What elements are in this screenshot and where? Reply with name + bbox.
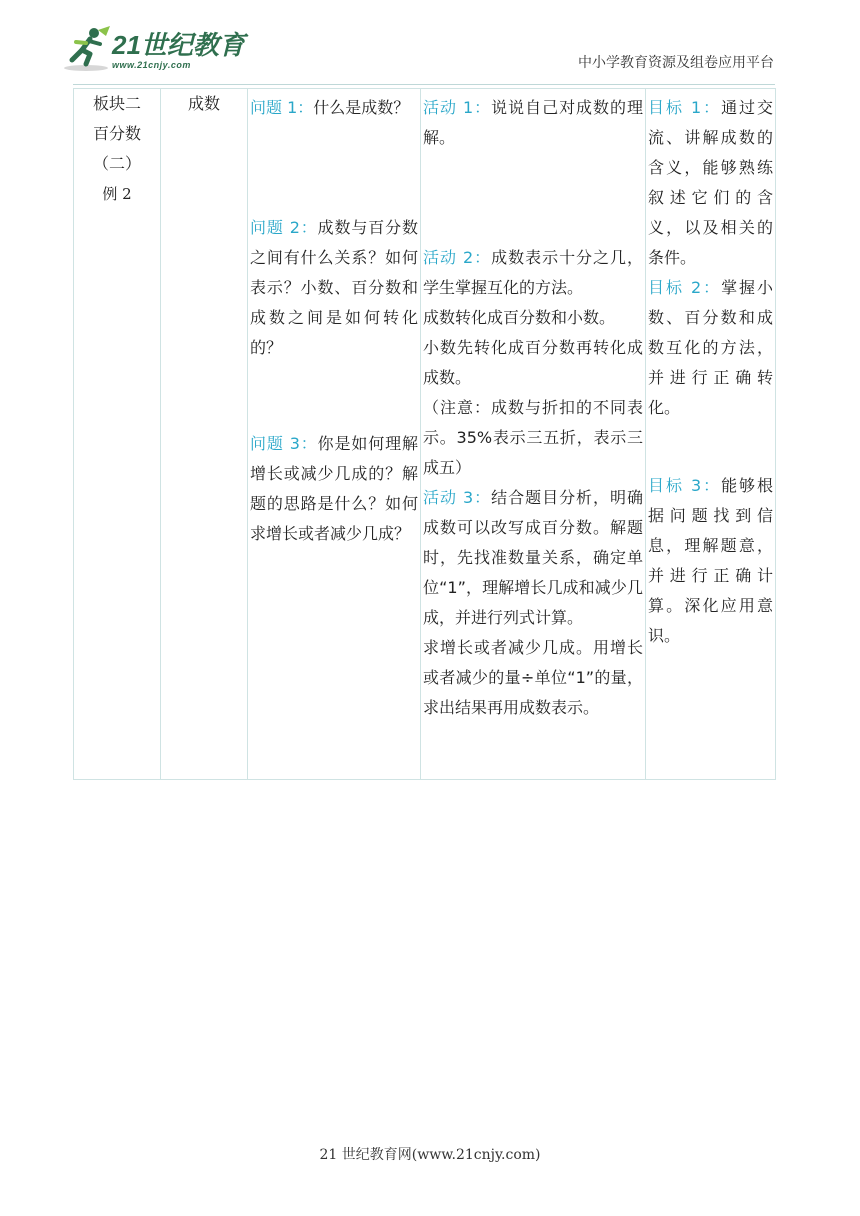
activity-text: 结合题目分析，明确成数可以改写成百分数。解题时，先找准数量关系，确定单位“1”，理解增长几成和减少几成，并进行列式计算。 xyxy=(423,488,643,627)
goal-1 xyxy=(648,93,773,273)
activities-cell xyxy=(421,89,646,780)
question-text: 成数与百分数之间有什么关系？如何表示？小数、百分数和成数之间是如何转化的？ xyxy=(250,218,418,357)
block-cell xyxy=(74,89,161,780)
logo-text: 21世纪教育 xyxy=(112,30,245,60)
activity-line: 求增长或者减少几成。用增长或者减少的量÷单位“1”的量，求出结果再用成数表示。 xyxy=(423,638,643,717)
question-tag: 问题 2： xyxy=(250,218,318,237)
activity-line: 成数转化成百分数和小数。 xyxy=(423,308,616,327)
activity-3 xyxy=(423,483,643,633)
question-1 xyxy=(250,93,418,123)
goal-text: 掌握小数、百分数和成数互化的方法，并进行正确转化。 xyxy=(648,278,773,417)
activity-text: 说说自己对成数的理解。 xyxy=(423,98,643,147)
question-text: 你是如何理解增长或减少几成的？解题的思路是什么？如何求增长或者减少几成？ xyxy=(250,434,418,543)
header-divider xyxy=(73,84,775,85)
logo-url: www.21cnjy.com xyxy=(112,60,191,70)
question-text: 什么是成数？ xyxy=(313,98,410,117)
activity-line: （注意：成数与折扣的不同表示。35%表示三五折，表示三成五） xyxy=(423,398,643,477)
page-footer: 21 世纪教育网(www.21cnjy.com) xyxy=(319,1147,541,1163)
goal-text: 通过交流、讲解成数的含义，能够熟练叙述它们的含义，以及相关的条件。 xyxy=(648,98,773,267)
goal-text: 能够根据问题找到信息，理解题意，并进行正确计算。深化应用意识。 xyxy=(648,476,773,645)
question-tag: 问题 1： xyxy=(250,98,314,117)
activity-2 xyxy=(423,243,643,303)
activity-text: 成数表示十分之几，学生掌握互化的方法。 xyxy=(423,248,643,297)
block-line: 板块二 xyxy=(92,94,141,113)
lesson-table xyxy=(73,88,776,780)
block-line: （二） xyxy=(92,154,141,173)
page-header xyxy=(0,0,860,85)
platform-title: 中小学教育资源及组卷应用平台 xyxy=(578,55,774,71)
question-3 xyxy=(250,429,418,549)
question-2 xyxy=(250,213,418,363)
block-line: 例 2 xyxy=(102,185,132,203)
activity-tag: 活动 3： xyxy=(423,488,492,507)
goal-tag: 目标 2： xyxy=(648,278,722,297)
goal-3 xyxy=(648,471,773,651)
goal-tag: 目标 1： xyxy=(648,98,722,117)
logo xyxy=(62,26,245,76)
runner-logo-icon xyxy=(62,26,112,72)
goal-2 xyxy=(648,273,773,423)
topic-text: 成数 xyxy=(187,94,220,113)
table-row xyxy=(74,89,776,780)
questions-cell xyxy=(248,89,421,780)
goal-tag: 目标 3： xyxy=(648,476,722,495)
block-line: 百分数 xyxy=(92,124,141,143)
activity-tag: 活动 1： xyxy=(423,98,492,117)
activity-1 xyxy=(423,93,643,153)
question-tag: 问题 3： xyxy=(250,434,318,453)
activity-line: 小数先转化成百分数再转化成成数。 xyxy=(423,338,643,387)
activity-tag: 活动 2： xyxy=(423,248,492,267)
goals-cell xyxy=(646,89,776,780)
topic-cell xyxy=(161,89,248,780)
